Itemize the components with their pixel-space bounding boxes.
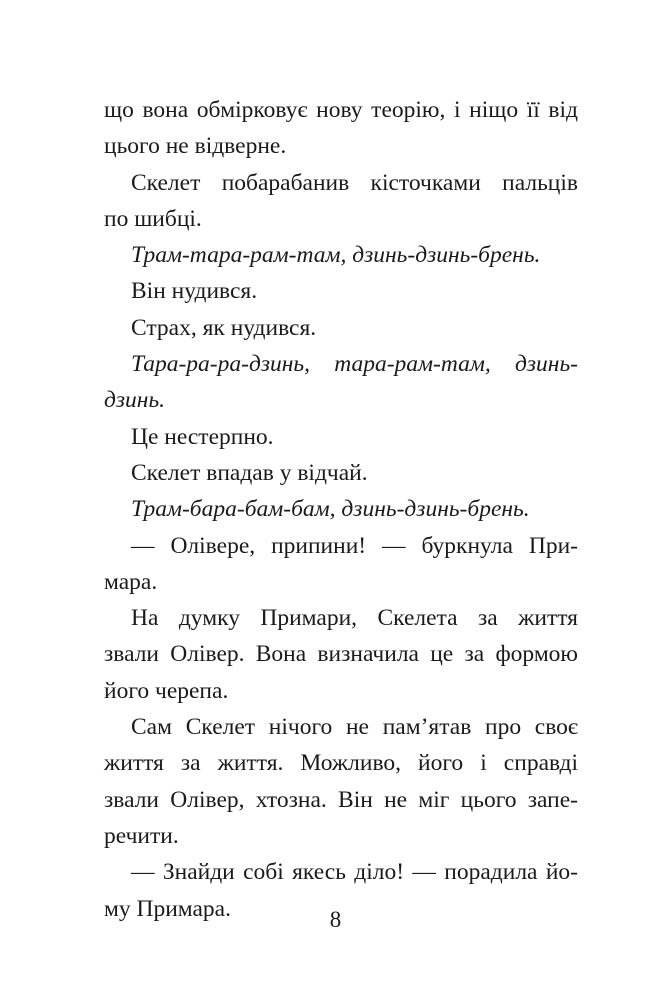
text-line: Тара-ра-ра-дзинь, тара-рам-там, дзинь- [131, 351, 578, 378]
text-line: його черепа. [104, 677, 229, 704]
text-line: На думку Примари, Скелета за життя [131, 605, 578, 632]
text-line: дзинь. [104, 387, 166, 414]
text-line: Страх, як нудився. [131, 314, 317, 341]
text-line: життя за життя. Можливо, його і справді [104, 750, 578, 777]
text-line: речити. [104, 822, 179, 849]
text-line: звали Олівер, хтозна. Він не міг цього запе- [104, 786, 578, 813]
text-line: му Примара. [104, 895, 231, 922]
body-text [104, 92, 578, 927]
text-line: Трам-тара-рам-там, дзинь-дзинь-брень. [131, 242, 541, 269]
text-line: звали Олівер. Вона визначила це за формою [104, 641, 578, 668]
text-line: Він нудився. [131, 278, 258, 305]
text-line: Трам-бара-бам-бам, дзинь-дзинь-брень. [131, 496, 530, 523]
text-line: цього не відверне. [104, 133, 287, 160]
text-line: що вона обмірковує нову теорію, і ніщо її від [104, 97, 578, 123]
text-line: Сам Скелет нічого не пам’ятав про своє [131, 714, 578, 741]
page-number: 8 [329, 907, 342, 932]
text-line: Це нестерпно. [131, 423, 274, 450]
text-line: Скелет впадав у відчай. [131, 459, 368, 486]
text-line: мара. [104, 568, 158, 595]
text-line: — Олівере, припини! — буркнула При- [131, 532, 578, 559]
text-line: — Знайди собі якесь діло! — порадила йо- [131, 859, 578, 886]
text-line: Скелет побарабанив кісточками пальців [131, 169, 578, 196]
text-line: по шибці. [104, 205, 202, 232]
